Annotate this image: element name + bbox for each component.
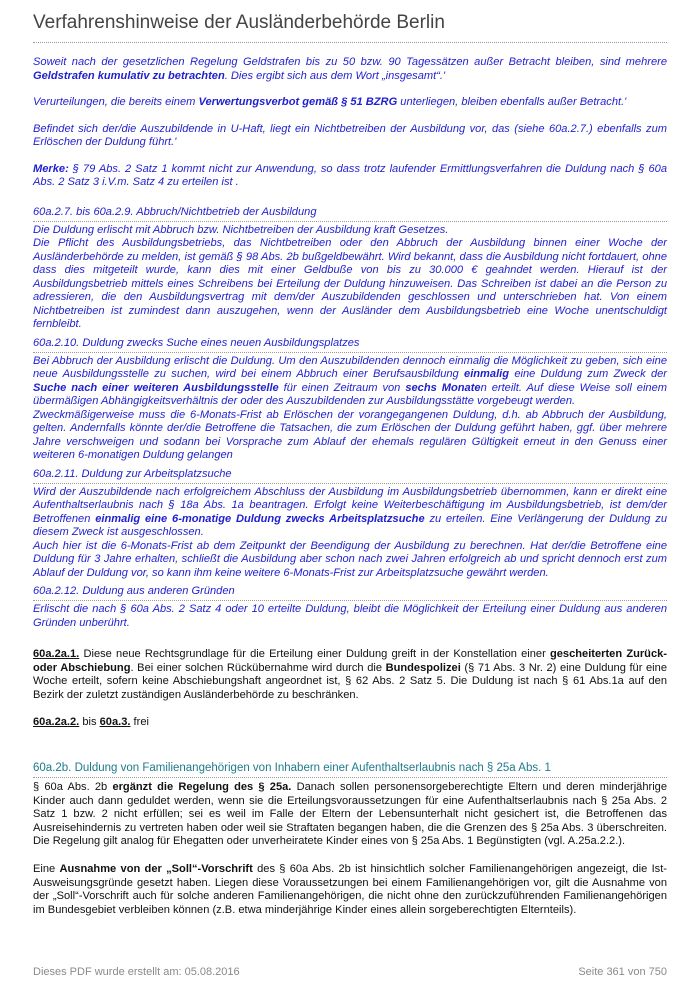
section-heading-60a-2b: 60a.2b. Duldung von Familienangehörigen von Inhabern einer Aufenthaltserlaubnis nach § 25a Abs. 1 — [33, 762, 667, 778]
paragraph-label: 60a.2a.1. — [33, 648, 80, 660]
text: . Bei einer solchen Rückübernahme wird durch die — [130, 661, 386, 674]
text: frei — [130, 716, 149, 729]
section-abbruch — [33, 224, 667, 332]
text: Verurteilungen, die bereits einem — [33, 96, 199, 108]
creation-date: Dieses PDF wurde erstellt am: 05.08.2016 — [33, 966, 240, 978]
text: . Dies ergibt sich aus dem Wort „insgesamt“.' — [224, 69, 446, 82]
paragraph: Auch hier ist die 6-Monats-Frist ab dem Zeitpunkt der Beendigung der Ausbildung zu berechnen. Hat der/die Betroffene eine Duldung für 3 Jahre erhalten, schließt die Ausbildung aber schon nach zwei Jahren erfolgreich ab und spricht dennoch erst zum Ablauf der Duldung vor, so kann ihm keine weitere 6-Monats-Frist zur Arbeitsplatzsuche gewährt werden. — [33, 539, 667, 579]
section-andere-gruende — [33, 603, 667, 630]
intro-paragraph-4 — [33, 163, 667, 190]
text: eine Duldung zum Zweck der — [509, 368, 667, 380]
text: Eine — [33, 862, 60, 875]
text: Wird der Auszubildende nach erfolgreichem Abschluss der Ausbildung im Ausbildungsbetrieb übernommen, kann er direkt eine Aufenthaltserlaubnis nach § 18a Abs. 1a beantragen. Erfolgt keine Weiterbeschäftigung im Ausbildungsbetrieb, ist dem/der Betroffenen — [33, 485, 667, 525]
paragraph: Die Pflicht des Ausbildungsbetriebs, das Nichtbetreiben oder den Abbruch der Ausbildung binnen einer Woche der Ausländerbehörde zu melden, ist gemäß § 98 Abs. 2b bußgeldbewährt. Wird bekannt, dass die Ausbildung nicht fortdauert, ohne dass dies mitgeteilt wurde, kann dies mit einer Geldbuße von bis zu 30.000 € geahndet werden. Hierauf ist der Ausbildungsbetrieb mittels eines Schreibens bei Erteilung der Duldung hinzuweisen. Das Schreiben ist dabei an die Person zu adressieren, die den Ausbildungsvertrag mit dem/der Auszubildenden geschlossen und unterschrieben hat. Von einem Nichtbetreiben ist zumindest dann auszugehen, wenn der Ausländer dem Ausbildungsbetrieb eine Woche unentschuldigt fernbleibt. — [33, 237, 667, 330]
emphasis: Ausnahme von der „Soll“-Vorschrift — [59, 862, 253, 875]
paragraph — [33, 486, 667, 540]
text: bis — [79, 716, 100, 729]
emphasis: gescheiterten Zurück- oder Abschiebung — [33, 648, 667, 674]
text: unterliegen, bleiben ebenfalls außer Betracht.' — [397, 96, 627, 108]
paragraph — [33, 863, 667, 917]
text: n erteilt. Auf diese Weise soll einem übermäßigen Abhängigkeitsverhältnis der oder des Auszubildenden zur Ausbildungsstätte vorgebeugt werden. — [33, 381, 668, 407]
section-heading-andere-gruende: 60a.2.12. Duldung aus anderen Gründen — [33, 585, 667, 601]
document-body — [33, 56, 667, 917]
emphasis: Verwertungsverbot gemäß § 51 BZRG — [198, 96, 398, 108]
paragraph — [33, 781, 667, 849]
text: Danach sollen personensorgeberechtigte Eltern und deren minderjährige Kinder auch dann geduldet werden, wenn sie die Erteilungsvoraussetzungen für eine Aufenthaltserlaubnis nach § 25a Abs. 2 Satz 1 bzw. 2 nicht erfüllen; sei es weil im Falle der Eltern der Lebensunterhalt nicht gesichert ist, die Betroffenen das Ausreisehindernis zu vertreten haben oder weil sie Straftaten begangen haben, die die Grenzen des § 25a Abs. 3 überschreiten. Die Regelung gilt analog für Ehegatten oder unverheiratete Kinder eines von § 25a Abs. 1 Begünstigten (vgl. A.25a.2.2.). — [33, 780, 668, 848]
section-60a-2a — [33, 648, 667, 730]
section-ausbildungsplatz — [33, 355, 667, 463]
paragraph-label: 60a.2a.2. — [33, 716, 80, 729]
emphasis: ergänzt die Regelung des § 25a. — [112, 780, 292, 793]
text: Diese neue Rechtsgrundlage für die Erteilung einer Duldung greift in der Konstellation einer — [79, 648, 550, 660]
section-heading-arbeitsplatzsuche: 60a.2.11. Duldung zur Arbeitsplatzsuche — [33, 468, 667, 484]
paragraph — [33, 355, 667, 409]
emphasis: einmalig eine 6-monatige Duldung zwecks Arbeitsplatzsuche — [95, 512, 425, 525]
section-arbeitsplatzsuche — [33, 486, 667, 581]
emphasis: Bundespolizei — [385, 661, 461, 674]
text: für einen Zeitraum von — [278, 381, 406, 394]
page-title: Verfahrenshinweise der Ausländerbehörde Berlin — [33, 12, 667, 43]
text: § 79 Abs. 2 Satz 1 kommt nicht zur Anwendung, so dass trotz laufender Ermittlungsverfahren die Duldung nach § 60a Abs. 2 Satz 3 i.V.m. Satz 4 zu erteilen ist . — [33, 162, 667, 188]
paragraph-60a-2a-1 — [33, 648, 667, 702]
page-number: Seite 361 von 750 — [578, 966, 667, 978]
intro-paragraph-3: Befindet sich der/die Auszubildende in U-Haft, liegt ein Nichtbetreiben der Ausbildung vor, das (siehe 60a.2.7.) ebenfalls zum Erlöschen der Duldung führt.' — [33, 122, 667, 148]
section-60a-2b — [33, 781, 667, 917]
text: des § 60a Abs. 2b ist hinsichtlich solcher Familienangehörigen angezeigt, die Ist- Ausweisungsgründe gesetzt haben. Liegen diese Voraussetzungen bei einem Familienangehörigen vor, gilt die Ausnahme von der „Soll“-Vorschrift auch für solche anderen Familienangehörigen, die nicht ohne den zurückzuführenden Familienangehörigen im Bundesgebiet verbleiben können (z.B. etwa minderjährige Kinder eines allein sorgeberechtigten Elternteils). — [33, 862, 667, 916]
merke-label: Merke: — [33, 162, 69, 175]
paragraph: Die Duldung erlischt mit Abbruch bzw. Nichtbetreiben der Ausbildung kraft Gesetzes. — [33, 223, 449, 236]
emphasis: sechs Monate — [405, 381, 481, 394]
intro-paragraph-2 — [33, 96, 667, 110]
intro-block — [33, 56, 667, 190]
paragraph-60a-2a-2 — [33, 716, 667, 730]
emphasis: Geldstrafen kumulativ zu betrachten — [33, 69, 225, 82]
text: (§ 71 Abs. 3 Nr. 2) eine Duldung für eine Woche erteilt, sofern keine Abschiebungshaft angeordnet ist, § 62 Abs. 2 Satz 5. Die Duldung ist nach § 61 Abs.1a auf den Bezirk der zuletzt zuständigen Ausländerbehörde zu beschränken. — [33, 661, 667, 701]
section-heading-ausbildungsplatz: 60a.2.10. Duldung zwecks Suche eines neuen Ausbildungsplatzes — [33, 337, 667, 353]
intro-paragraph-1 — [33, 56, 667, 83]
text: zu erteilen. Eine Verlängerung der Duldung zu diesem Zweck ist ausgeschlossen. — [33, 512, 667, 538]
text: § 60a Abs. 2b — [33, 780, 113, 793]
emphasis: einmalig — [464, 368, 510, 380]
section-heading-abbruch: 60a.2.7. bis 60a.2.9. Abbruch/Nichtbetrieb der Ausbildung — [33, 206, 667, 222]
text: Bei Abbruch der Ausbildung erlischt die Duldung. Um den Auszubildenden dennoch einmalig die Möglichkeit zu geben, sich eine neue Ausbildungsstelle zu suchen, wird bei einem Abbruch einer Berufsausbildung — [33, 354, 667, 380]
paragraph: Zweckmäßigerweise muss die 6-Monats-Frist ab Erlöschen der vorangegangenen Duldung, d.h. ab Abbruch der Ausbildung, gelten. Andernfalls könnte der/die Betroffene die Tatsachen, die zum Erlöschen der Duldung geführt haben, ggf. über mehrere Jahre verschweigen und sodann bei Vorsprache zum Ablauf der ehemals regulären Gültigkeit erneut in den Genuss einer weiteren 6-monatigen Duldung gelangen — [33, 408, 667, 461]
paragraph: Erlischt die nach § 60a Abs. 2 Satz 4 oder 10 erteilte Duldung, bleibt die Möglichkeit der Erteilung einer Duldung aus anderen Gründen unberührt. — [33, 603, 667, 629]
emphasis: Suche nach einer weiteren Ausbildungsstelle — [33, 381, 279, 394]
paragraph-label: 60a.3. — [99, 716, 131, 729]
text: Soweit nach der gesetzlichen Regelung Geldstrafen bis zu 50 bzw. 90 Tagessätzen außer Betracht bleiben, sind mehrere — [33, 56, 667, 68]
